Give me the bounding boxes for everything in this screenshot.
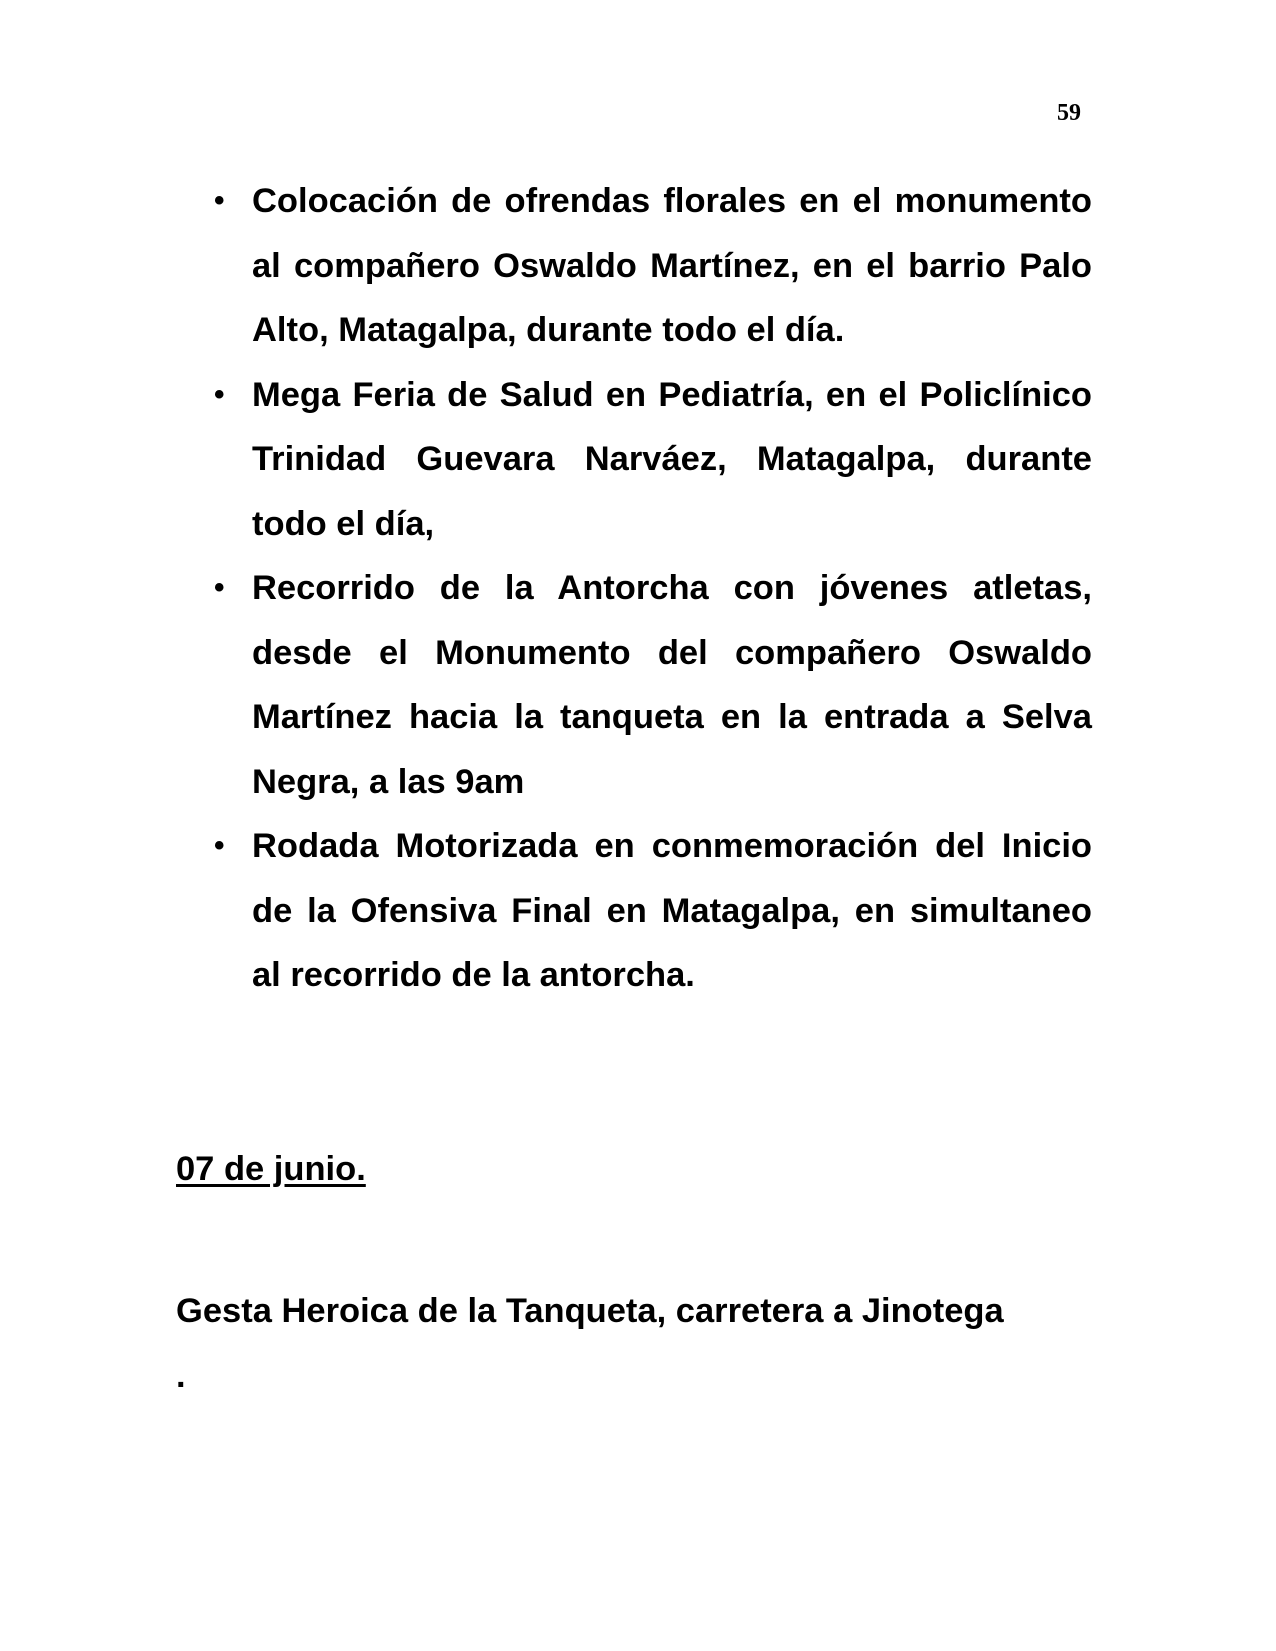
event-line: Gesta Heroica de la Tanqueta, carretera a Jinotega — [176, 1292, 1004, 1330]
bullet-dot-icon: • — [214, 829, 225, 862]
bullet-item-rodada — [214, 814, 1092, 1008]
page-number: 59 — [1057, 100, 1081, 126]
event-description — [176, 1279, 1092, 1408]
bullet-text: Recorrido de la Antorcha con jóvenes atletas, desde el Monumento del compañero Oswaldo Martínez hacia la tanqueta en la entrada a Selva Negra, a las 9am — [252, 569, 1092, 801]
date-heading: 07 de junio. — [176, 1150, 366, 1188]
bullet-item-antorcha — [214, 556, 1092, 814]
bullet-text: Colocación de ofrendas florales en el monumento al compañero Oswaldo Martínez, en el barrio Palo Alto, Matagalpa, durante todo el día. — [252, 182, 1092, 349]
bullet-text: Mega Feria de Salud en Pediatría, en el Policlínico Trinidad Guevara Narváez, Matagalpa, durante todo el día, — [252, 375, 1092, 543]
event-bullet-list — [214, 169, 1092, 1008]
bullet-dot-icon: • — [214, 377, 225, 411]
bullet-dot-icon: • — [214, 184, 225, 217]
bullet-dot-icon: • — [214, 571, 225, 604]
bullet-item-ofrendas — [214, 169, 1092, 363]
event-trailing-period: . — [176, 1356, 186, 1395]
bullet-item-feria-salud — [214, 363, 1092, 557]
bullet-text: Rodada Motorizada en conmemoración del Inicio de la Ofensiva Final en Matagalpa, en simultaneo al recorrido de la antorcha. — [252, 827, 1092, 994]
